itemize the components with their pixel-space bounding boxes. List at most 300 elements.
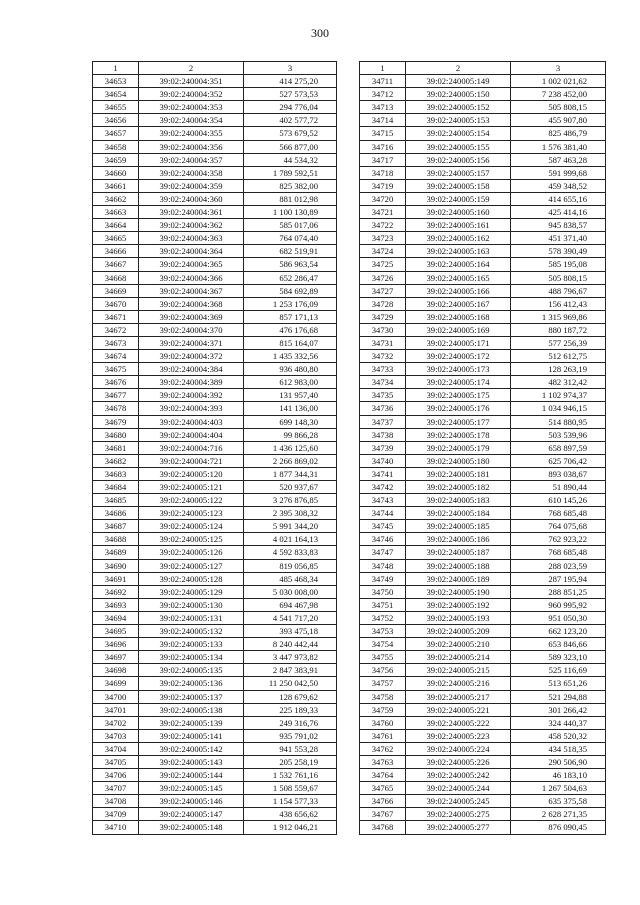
row-number-cell: 34750 [360, 585, 406, 598]
cadastral-number-cell: 39:02:240004:384 [139, 363, 244, 376]
table-row [93, 297, 337, 310]
cadastral-value-cell: 936 480,80 [244, 363, 337, 376]
row-number-cell: 34764 [360, 769, 406, 782]
cadastral-value-cell: 438 656,62 [244, 808, 337, 821]
table-row [360, 808, 606, 821]
row-number-cell: 34719 [360, 179, 406, 192]
cadastral-value-cell: 591 999,68 [511, 166, 606, 179]
row-number-cell: 34730 [360, 323, 406, 336]
row-number-cell: 34660 [93, 166, 139, 179]
table-row [360, 441, 606, 454]
cadastral-value-cell: 51 890,44 [511, 481, 606, 494]
table-row [360, 651, 606, 664]
table-row [93, 402, 337, 415]
cadastral-number-cell: 39:02:240005:159 [406, 192, 511, 205]
cadastral-number-cell: 39:02:240005:158 [406, 179, 511, 192]
cadastral-value-cell: 324 440,37 [511, 716, 606, 729]
cadastral-number-cell: 39:02:240004:359 [139, 179, 244, 192]
cadastral-value-cell: 521 294,88 [511, 690, 606, 703]
table-header-row [360, 62, 606, 75]
row-number-cell: 34662 [93, 192, 139, 205]
table-row [93, 638, 337, 651]
row-number-cell: 34656 [93, 114, 139, 127]
row-number-cell: 34657 [93, 127, 139, 140]
table-row [360, 415, 606, 428]
table-row [360, 625, 606, 638]
row-number-cell: 34720 [360, 192, 406, 205]
row-number-cell: 34671 [93, 310, 139, 323]
row-number-cell: 34658 [93, 140, 139, 153]
cadastral-value-cell: 945 838,57 [511, 219, 606, 232]
cadastral-number-cell: 39:02:240005:135 [139, 664, 244, 677]
table-row [360, 494, 606, 507]
table-row [93, 546, 337, 559]
cadastral-number-cell: 39:02:240005:277 [406, 821, 511, 834]
column-header: 2 [406, 62, 511, 75]
cadastral-number-cell: 39:02:240005:139 [139, 716, 244, 729]
table-row [93, 192, 337, 205]
cadastral-number-cell: 39:02:240005:215 [406, 664, 511, 677]
cadastral-value-cell: 3 447 973,82 [244, 651, 337, 664]
row-number-cell: 34729 [360, 310, 406, 323]
cadastral-number-cell: 39:02:240005:165 [406, 271, 511, 284]
cadastral-value-cell: 141 136,00 [244, 402, 337, 415]
left-table [92, 61, 337, 835]
row-number-cell: 34766 [360, 795, 406, 808]
table-row [360, 690, 606, 703]
cadastral-number-cell: 39:02:240005:125 [139, 533, 244, 546]
cadastral-value-cell: 1 576 381,40 [511, 140, 606, 153]
cadastral-number-cell: 39:02:240005:133 [139, 638, 244, 651]
cadastral-number-cell: 39:02:240005:217 [406, 690, 511, 703]
table-row [93, 585, 337, 598]
table-row [360, 716, 606, 729]
table-row [360, 310, 606, 323]
row-number-cell: 34760 [360, 716, 406, 729]
table-row [93, 441, 337, 454]
cadastral-value-cell: 8 240 442,44 [244, 638, 337, 651]
cadastral-number-cell: 39:02:240005:120 [139, 467, 244, 480]
row-number-cell: 34695 [93, 625, 139, 638]
table-row [93, 454, 337, 467]
row-number-cell: 34686 [93, 507, 139, 520]
cadastral-value-cell: 586 963,54 [244, 258, 337, 271]
table-row [360, 703, 606, 716]
cadastral-value-cell: 625 706,42 [511, 454, 606, 467]
cadastral-number-cell: 39:02:240004:356 [139, 140, 244, 153]
cadastral-number-cell: 39:02:240005:149 [406, 75, 511, 88]
cadastral-value-cell: 825 486,79 [511, 127, 606, 140]
table-row [93, 703, 337, 716]
cadastral-value-cell: 451 371,40 [511, 232, 606, 245]
row-number-cell: 34761 [360, 729, 406, 742]
cadastral-number-cell: 39:02:240004:368 [139, 297, 244, 310]
cadastral-value-cell: 525 116,69 [511, 664, 606, 677]
cadastral-number-cell: 39:02:240005:188 [406, 559, 511, 572]
table-row [360, 206, 606, 219]
cadastral-value-cell: 768 685,48 [511, 507, 606, 520]
row-number-cell: 34705 [93, 755, 139, 768]
cadastral-value-cell: 610 145,26 [511, 494, 606, 507]
cadastral-number-cell: 39:02:240004:389 [139, 376, 244, 389]
table-row [93, 415, 337, 428]
table-row [93, 101, 337, 114]
cadastral-number-cell: 39:02:240005:130 [139, 598, 244, 611]
row-number-cell: 34712 [360, 88, 406, 101]
row-number-cell: 34666 [93, 245, 139, 258]
row-number-cell: 34725 [360, 258, 406, 271]
table-row [360, 258, 606, 271]
table-row [93, 127, 337, 140]
row-number-cell: 34756 [360, 664, 406, 677]
table-row [360, 795, 606, 808]
cadastral-value-cell: 7 238 452,00 [511, 88, 606, 101]
row-number-cell: 34721 [360, 206, 406, 219]
cadastral-number-cell: 39:02:240005:182 [406, 481, 511, 494]
row-number-cell: 34681 [93, 441, 139, 454]
cadastral-value-cell: 503 539,96 [511, 428, 606, 441]
cadastral-number-cell: 39:02:240005:221 [406, 703, 511, 716]
cadastral-value-cell: 1 102 974,37 [511, 389, 606, 402]
table-row [93, 808, 337, 821]
row-number-cell: 34676 [93, 376, 139, 389]
row-number-cell: 34718 [360, 166, 406, 179]
row-number-cell: 34703 [93, 729, 139, 742]
cadastral-number-cell: 39:02:240004:366 [139, 271, 244, 284]
cadastral-number-cell: 39:02:240005:226 [406, 755, 511, 768]
table-row [93, 821, 337, 834]
cadastral-value-cell: 857 171,13 [244, 310, 337, 323]
cadastral-value-cell: 294 776,04 [244, 101, 337, 114]
row-number-cell: 34672 [93, 323, 139, 336]
cadastral-number-cell: 39:02:240005:173 [406, 363, 511, 376]
row-number-cell: 34759 [360, 703, 406, 716]
table-row [360, 546, 606, 559]
row-number-cell: 34709 [93, 808, 139, 821]
table-row [360, 271, 606, 284]
cadastral-number-cell: 39:02:240005:146 [139, 795, 244, 808]
table-row [93, 350, 337, 363]
cadastral-value-cell: 99 866,28 [244, 428, 337, 441]
cadastral-number-cell: 39:02:240005:178 [406, 428, 511, 441]
row-number-cell: 34739 [360, 441, 406, 454]
table-row [93, 782, 337, 795]
cadastral-number-cell: 39:02:240005:127 [139, 559, 244, 572]
table-row [93, 742, 337, 755]
cadastral-number-cell: 39:02:240005:157 [406, 166, 511, 179]
row-number-cell: 34717 [360, 153, 406, 166]
cadastral-value-cell: 4 541 717,20 [244, 611, 337, 624]
table-row [93, 428, 337, 441]
cadastral-number-cell: 39:02:240005:176 [406, 402, 511, 415]
table-row [360, 166, 606, 179]
cadastral-value-cell: 1 154 577,33 [244, 795, 337, 808]
table-row [93, 664, 337, 677]
row-number-cell: 34728 [360, 297, 406, 310]
row-number-cell: 34690 [93, 559, 139, 572]
row-number-cell: 34684 [93, 481, 139, 494]
table-row [93, 323, 337, 336]
row-number-cell: 34654 [93, 88, 139, 101]
cadastral-value-cell: 1 267 504,63 [511, 782, 606, 795]
row-number-cell: 34711 [360, 75, 406, 88]
row-number-cell: 34677 [93, 389, 139, 402]
table-row [360, 245, 606, 258]
row-number-cell: 34653 [93, 75, 139, 88]
cadastral-value-cell: 941 553,28 [244, 742, 337, 755]
table-row [93, 153, 337, 166]
row-number-cell: 34661 [93, 179, 139, 192]
cadastral-number-cell: 39:02:240005:160 [406, 206, 511, 219]
row-number-cell: 34713 [360, 101, 406, 114]
row-number-cell: 34714 [360, 114, 406, 127]
table-row [93, 481, 337, 494]
row-number-cell: 34691 [93, 572, 139, 585]
cadastral-value-cell: 1 100 130,89 [244, 206, 337, 219]
table-row [360, 467, 606, 480]
column-header: 3 [511, 62, 606, 75]
cadastral-number-cell: 39:02:240005:172 [406, 350, 511, 363]
table-row [93, 520, 337, 533]
cadastral-value-cell: 578 390,49 [511, 245, 606, 258]
cadastral-value-cell: 893 038,67 [511, 467, 606, 480]
cadastral-value-cell: 1 532 761,16 [244, 769, 337, 782]
row-number-cell: 34767 [360, 808, 406, 821]
row-number-cell: 34687 [93, 520, 139, 533]
cadastral-value-cell: 5 030 008,00 [244, 585, 337, 598]
row-number-cell: 34692 [93, 585, 139, 598]
table-row [93, 769, 337, 782]
row-number-cell: 34736 [360, 402, 406, 415]
table-row [360, 454, 606, 467]
column-header: 3 [244, 62, 337, 75]
cadastral-value-cell: 505 808,15 [511, 101, 606, 114]
row-number-cell: 34716 [360, 140, 406, 153]
cadastral-number-cell: 39:02:240005:183 [406, 494, 511, 507]
cadastral-number-cell: 39:02:240004:358 [139, 166, 244, 179]
row-number-cell: 34745 [360, 520, 406, 533]
row-number-cell: 34707 [93, 782, 139, 795]
row-number-cell: 34706 [93, 769, 139, 782]
cadastral-number-cell: 39:02:240005:216 [406, 677, 511, 690]
cadastral-number-cell: 39:02:240005:186 [406, 533, 511, 546]
cadastral-number-cell: 39:02:240005:223 [406, 729, 511, 742]
cadastral-value-cell: 566 877,00 [244, 140, 337, 153]
cadastral-number-cell: 39:02:240005:175 [406, 389, 511, 402]
row-number-cell: 34737 [360, 415, 406, 428]
row-number-cell: 34768 [360, 821, 406, 834]
row-number-cell: 34664 [93, 219, 139, 232]
cadastral-number-cell: 39:02:240004:403 [139, 415, 244, 428]
cadastral-number-cell: 39:02:240005:131 [139, 611, 244, 624]
table-row [93, 467, 337, 480]
cadastral-number-cell: 39:02:240005:244 [406, 782, 511, 795]
row-number-cell: 34708 [93, 795, 139, 808]
row-number-cell: 34740 [360, 454, 406, 467]
cadastral-number-cell: 39:02:240004:372 [139, 350, 244, 363]
table-row [93, 795, 337, 808]
cadastral-value-cell: 935 791,02 [244, 729, 337, 742]
row-number-cell: 34697 [93, 651, 139, 664]
table-header-row [93, 62, 337, 75]
row-number-cell: 34757 [360, 677, 406, 690]
table-row [93, 598, 337, 611]
table-row [93, 494, 337, 507]
cadastral-number-cell: 39:02:240005:192 [406, 598, 511, 611]
row-number-cell: 34682 [93, 454, 139, 467]
table-row [93, 651, 337, 664]
cadastral-number-cell: 39:02:240004:721 [139, 454, 244, 467]
cadastral-number-cell: 39:02:240005:174 [406, 376, 511, 389]
cadastral-number-cell: 39:02:240005:164 [406, 258, 511, 271]
table-row [93, 271, 337, 284]
cadastral-value-cell: 301 266,42 [511, 703, 606, 716]
cadastral-value-cell: 880 187,72 [511, 323, 606, 336]
cadastral-value-cell: 287 195,94 [511, 572, 606, 585]
table-row [93, 690, 337, 703]
cadastral-number-cell: 39:02:240004:362 [139, 219, 244, 232]
cadastral-value-cell: 128 679,62 [244, 690, 337, 703]
table-row [360, 664, 606, 677]
cadastral-number-cell: 39:02:240004:353 [139, 101, 244, 114]
cadastral-value-cell: 513 651,26 [511, 677, 606, 690]
row-number-cell: 34679 [93, 415, 139, 428]
table-row [360, 533, 606, 546]
cadastral-value-cell: 2 847 383,91 [244, 664, 337, 677]
cadastral-number-cell: 39:02:240005:224 [406, 742, 511, 755]
row-number-cell: 34701 [93, 703, 139, 716]
cadastral-number-cell: 39:02:240005:128 [139, 572, 244, 585]
table-row [360, 389, 606, 402]
cadastral-number-cell: 39:02:240005:168 [406, 310, 511, 323]
cadastral-value-cell: 1 435 332,56 [244, 350, 337, 363]
cadastral-value-cell: 653 846,66 [511, 638, 606, 651]
column-header: 1 [360, 62, 406, 75]
table-row [93, 572, 337, 585]
cadastral-number-cell: 39:02:240005:222 [406, 716, 511, 729]
table-row [360, 729, 606, 742]
cadastral-value-cell: 46 183,10 [511, 769, 606, 782]
cadastral-number-cell: 39:02:240004:351 [139, 75, 244, 88]
cadastral-number-cell: 39:02:240005:187 [406, 546, 511, 559]
row-number-cell: 34726 [360, 271, 406, 284]
row-number-cell: 34688 [93, 533, 139, 546]
row-number-cell: 34710 [93, 821, 139, 834]
row-number-cell: 34749 [360, 572, 406, 585]
cadastral-number-cell: 39:02:240005:177 [406, 415, 511, 428]
cadastral-number-cell: 39:02:240005:167 [406, 297, 511, 310]
table-row [360, 127, 606, 140]
table-row [360, 284, 606, 297]
table-row [360, 782, 606, 795]
cadastral-number-cell: 39:02:240005:245 [406, 795, 511, 808]
row-number-cell: 34752 [360, 611, 406, 624]
table-row [360, 402, 606, 415]
table-row [93, 729, 337, 742]
cadastral-number-cell: 39:02:240004:370 [139, 323, 244, 336]
cadastral-number-cell: 39:02:240005:161 [406, 219, 511, 232]
cadastral-number-cell: 39:02:240005:152 [406, 101, 511, 114]
cadastral-number-cell: 39:02:240005:214 [406, 651, 511, 664]
cadastral-value-cell: 825 382,00 [244, 179, 337, 192]
cadastral-value-cell: 44 534,32 [244, 153, 337, 166]
cadastral-number-cell: 39:02:240005:155 [406, 140, 511, 153]
cadastral-value-cell: 2 266 869,02 [244, 454, 337, 467]
table-row [93, 336, 337, 349]
row-number-cell: 34669 [93, 284, 139, 297]
table-row [360, 192, 606, 205]
row-number-cell: 34738 [360, 428, 406, 441]
cadastral-value-cell: 573 679,52 [244, 127, 337, 140]
row-number-cell: 34689 [93, 546, 139, 559]
cadastral-value-cell: 476 176,68 [244, 323, 337, 336]
cadastral-number-cell: 39:02:240005:136 [139, 677, 244, 690]
table-row [360, 428, 606, 441]
table-row [360, 153, 606, 166]
table-row [93, 363, 337, 376]
cadastral-number-cell: 39:02:240005:122 [139, 494, 244, 507]
column-header: 2 [139, 62, 244, 75]
cadastral-value-cell: 11 250 042,50 [244, 677, 337, 690]
row-number-cell: 34762 [360, 742, 406, 755]
cadastral-value-cell: 1 877 344,31 [244, 467, 337, 480]
cadastral-number-cell: 39:02:240004:716 [139, 441, 244, 454]
cadastral-value-cell: 1 912 046,21 [244, 821, 337, 834]
cadastral-value-cell: 482 312,42 [511, 376, 606, 389]
cadastral-number-cell: 39:02:240005:190 [406, 585, 511, 598]
cadastral-number-cell: 39:02:240005:148 [139, 821, 244, 834]
cadastral-number-cell: 39:02:240005:123 [139, 507, 244, 520]
table-row [93, 533, 337, 546]
table-row [93, 258, 337, 271]
row-number-cell: 34765 [360, 782, 406, 795]
row-number-cell: 34699 [93, 677, 139, 690]
row-number-cell: 34715 [360, 127, 406, 140]
cadastral-value-cell: 658 897,59 [511, 441, 606, 454]
table-row [360, 572, 606, 585]
table-row [360, 336, 606, 349]
table-row [360, 481, 606, 494]
table-row [360, 376, 606, 389]
cadastral-value-cell: 131 957,40 [244, 389, 337, 402]
row-number-cell: 34704 [93, 742, 139, 755]
row-number-cell: 34702 [93, 716, 139, 729]
cadastral-number-cell: 39:02:240005:184 [406, 507, 511, 520]
table-row [360, 585, 606, 598]
row-number-cell: 34723 [360, 232, 406, 245]
table-row [93, 75, 337, 88]
cadastral-value-cell: 815 164,07 [244, 336, 337, 349]
cadastral-value-cell: 290 506,90 [511, 755, 606, 768]
cadastral-number-cell: 39:02:240004:371 [139, 336, 244, 349]
cadastral-value-cell: 577 256,39 [511, 336, 606, 349]
cadastral-number-cell: 39:02:240005:144 [139, 769, 244, 782]
table-row [360, 742, 606, 755]
cadastral-number-cell: 39:02:240005:129 [139, 585, 244, 598]
column-header: 1 [93, 62, 139, 75]
cadastral-number-cell: 39:02:240005:209 [406, 625, 511, 638]
row-number-cell: 34693 [93, 598, 139, 611]
row-number-cell: 34680 [93, 428, 139, 441]
cadastral-value-cell: 458 520,32 [511, 729, 606, 742]
row-number-cell: 34763 [360, 755, 406, 768]
cadastral-value-cell: 1 508 559,67 [244, 782, 337, 795]
table-row [93, 625, 337, 638]
cadastral-value-cell: 881 012,98 [244, 192, 337, 205]
cadastral-number-cell: 39:02:240004:404 [139, 428, 244, 441]
table-row [93, 389, 337, 402]
cadastral-value-cell: 3 276 876,85 [244, 494, 337, 507]
